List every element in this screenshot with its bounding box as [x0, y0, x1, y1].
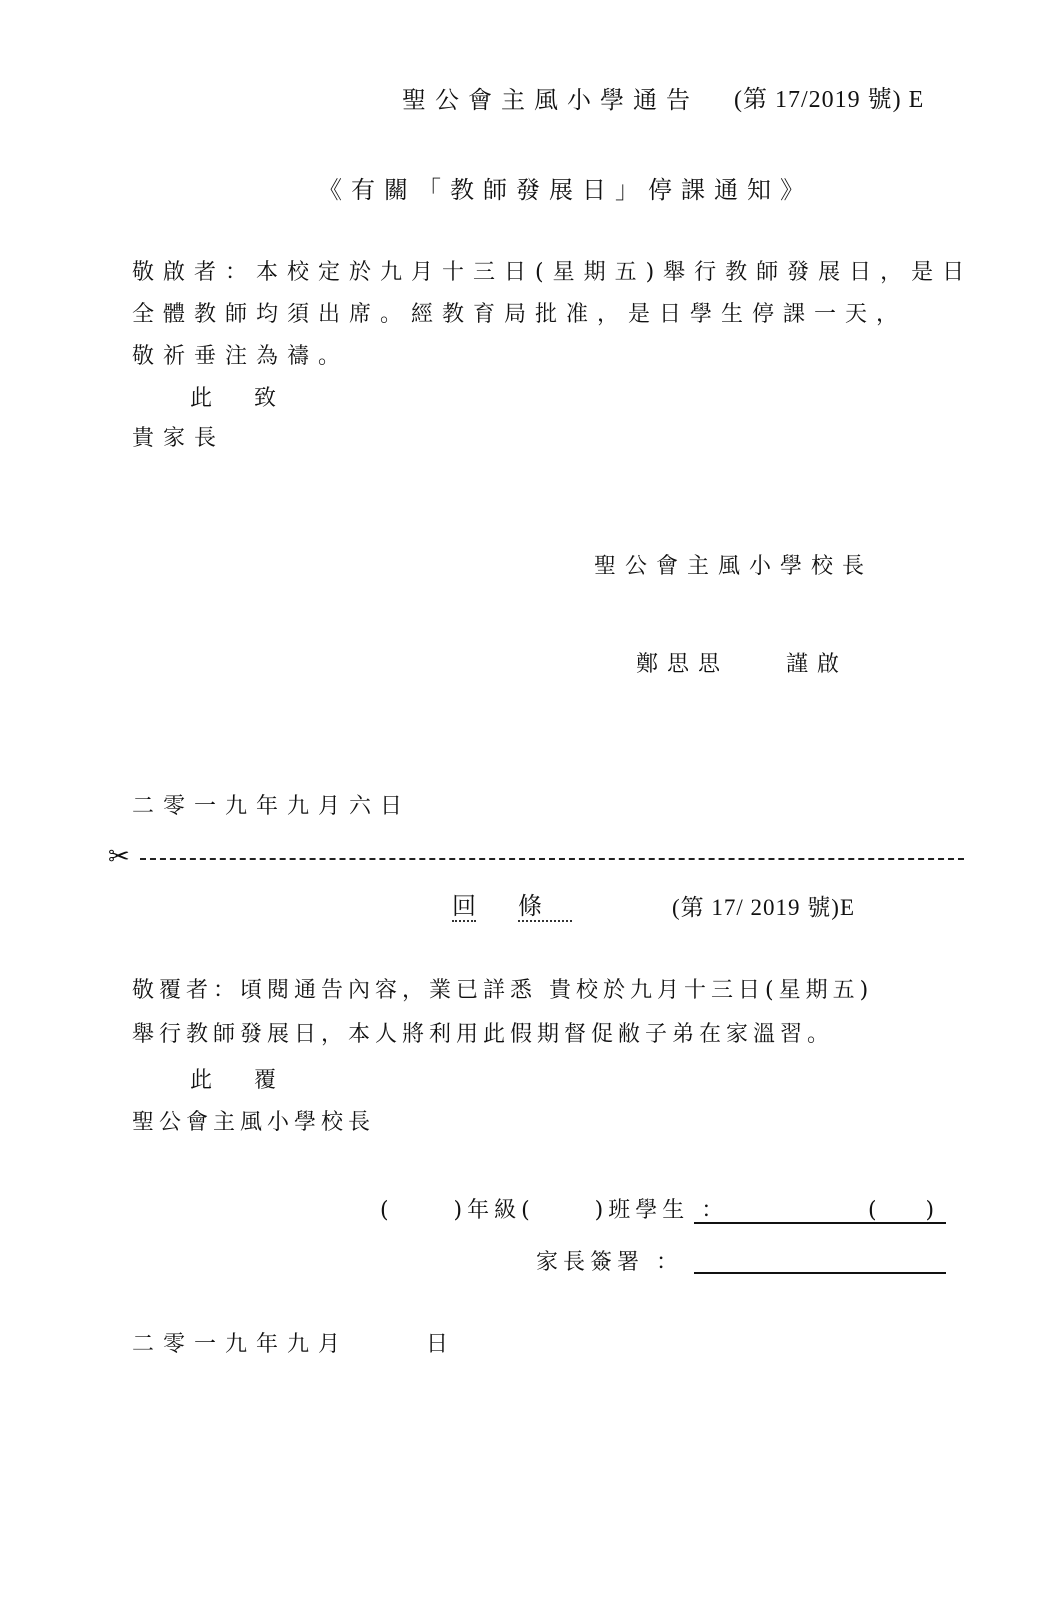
signatory-name: 鄭思思 [636, 652, 730, 677]
letter-body-line-3: 敬祈垂注為禱。 [132, 344, 350, 369]
reply-title-a: 回 [452, 892, 476, 920]
reply-recipient: 聖公會主風小學校長 [132, 1110, 376, 1135]
reply-salutation-a: 此 [190, 1068, 213, 1093]
reply-notice-number: (第 17/ 2019 號)E [672, 895, 856, 920]
parent-signature-label: 家長簽署 ： [536, 1250, 683, 1275]
signatory-close: 謹啟 [786, 652, 849, 677]
cut-line-divider [140, 858, 964, 860]
student-class-label: ( )年級( )班學生 ： [380, 1198, 729, 1223]
reply-body-line-2: 舉行教師發展日，本人將利用此假期督促敝子弟在家溫習。 [132, 1022, 835, 1047]
student-number-parens: ( ) [868, 1198, 935, 1223]
reply-title-b: 條 [518, 894, 572, 922]
letter-body-line-2: 全體教師均須出席。經教育局批准，是日學生停課一天， [132, 302, 908, 327]
signatory-title: 聖公會主風小學校長 [594, 554, 874, 579]
reply-date: 二零一九年九月 [132, 1332, 350, 1357]
scissor-icon: ✂ [108, 842, 130, 872]
reply-date-day: 日 [426, 1332, 449, 1357]
letter-body-line-1: 敬啟者：本校定於九月十三日(星期五)舉行教師發展日，是日 [132, 260, 974, 285]
notice-number: (第 17/2019 號) E [734, 87, 925, 113]
letter-salutation-b: 致 [254, 386, 277, 411]
letter-recipient: 貴家長 [132, 426, 226, 451]
letter-salutation-a: 此 [190, 386, 213, 411]
parent-signature-field[interactable] [694, 1272, 946, 1274]
letter-date: 二零一九年九月六日 [132, 794, 412, 819]
notice-title: 《有關「教師發展日」停課通知》 [318, 176, 813, 204]
reply-salutation-b: 覆 [254, 1068, 277, 1093]
reply-body-line-1: 敬覆者：頃閱通告內容，業已詳悉 貴校於九月十三日(星期五) [132, 978, 874, 1003]
school-notice-heading: 聖公會主風小學通告 [402, 86, 699, 114]
